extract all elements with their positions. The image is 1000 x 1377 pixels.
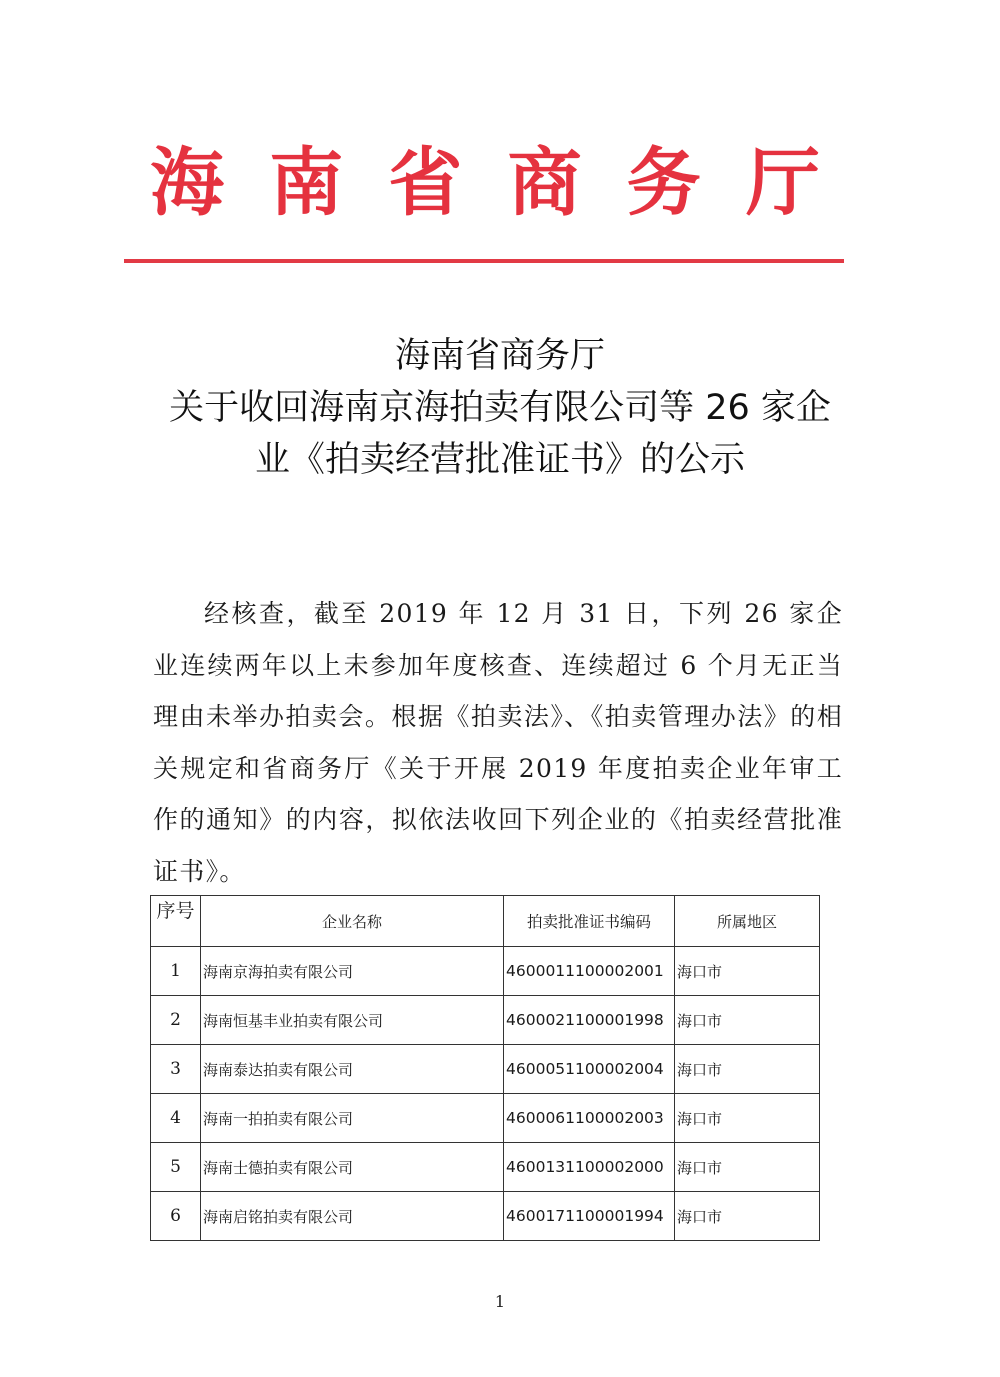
table-row (151, 996, 820, 1045)
letterhead-char: 务 (626, 140, 701, 226)
letterhead-char: 厅 (745, 140, 820, 226)
header-serial: 序号 (151, 896, 201, 947)
enterprise-table (150, 895, 820, 1241)
document-title-line-2: 关于收回海南京海拍卖有限公司等 26 家企 (169, 388, 831, 428)
letterhead (150, 138, 820, 228)
cell-license-code: 4600011100002001 (504, 947, 675, 996)
letterhead-divider (124, 259, 844, 263)
letterhead-char: 商 (507, 140, 582, 226)
cell-company-name: 海南士德拍卖有限公司 (201, 1143, 504, 1192)
cell-region: 海口市 (675, 1045, 820, 1094)
cell-region: 海口市 (675, 1094, 820, 1143)
table-header-row (151, 896, 820, 947)
cell-serial: 1 (151, 947, 201, 996)
cell-company-name: 海南恒基丰业拍卖有限公司 (201, 996, 504, 1045)
table-row (151, 1143, 820, 1192)
cell-license-code: 4600131100002000 (504, 1143, 675, 1192)
document-title-line-3: 业《拍卖经营批准证书》的公示 (254, 440, 745, 480)
header-region: 所属地区 (675, 896, 820, 947)
header-license-code: 拍卖批准证书编码 (504, 896, 675, 947)
cell-region: 海口市 (675, 947, 820, 996)
header-company-name: 企业名称 (201, 896, 504, 947)
cell-region: 海口市 (675, 1192, 820, 1241)
cell-region: 海口市 (675, 996, 820, 1045)
page-number: 1 (494, 1292, 506, 1311)
table-row (151, 1192, 820, 1241)
cell-serial: 5 (151, 1143, 201, 1192)
cell-company-name: 海南泰达拍卖有限公司 (201, 1045, 504, 1094)
letterhead-char: 省 (388, 140, 463, 226)
cell-company-name: 海南启铭拍卖有限公司 (201, 1192, 504, 1241)
cell-serial: 3 (151, 1045, 201, 1094)
letterhead-char: 南 (269, 140, 344, 226)
table-row (151, 947, 820, 996)
table-row (151, 1094, 820, 1143)
cell-license-code: 4600051100002004 (504, 1045, 675, 1094)
letterhead-char: 海 (150, 140, 224, 226)
cell-license-code: 4600061100002003 (504, 1094, 675, 1143)
document-title-line-1: 海南省商务厅 (394, 336, 605, 376)
cell-serial: 4 (151, 1094, 201, 1143)
cell-region: 海口市 (675, 1143, 820, 1192)
cell-license-code: 4600171100001994 (504, 1192, 675, 1241)
cell-company-name: 海南一拍拍卖有限公司 (201, 1094, 504, 1143)
cell-serial: 6 (151, 1192, 201, 1241)
body-paragraph: 经核查，截至 2019 年 12 月 31 日，下列 26 家企业连续两年以上未参加年度核查、连续超过 6 个月无正当理由未举办拍卖会。根据《拍卖法》、《拍卖管理办法》的相关规定和省商务厅《关于开展 2019 年度拍卖企业年审工作的通知》的内容，拟依法收回下列企业的《拍卖经营批准证书》。 (153, 599, 843, 886)
cell-company-name: 海南京海拍卖有限公司 (201, 947, 504, 996)
table-row (151, 1045, 820, 1094)
cell-license-code: 4600021100001998 (504, 996, 675, 1045)
cell-serial: 2 (151, 996, 201, 1045)
